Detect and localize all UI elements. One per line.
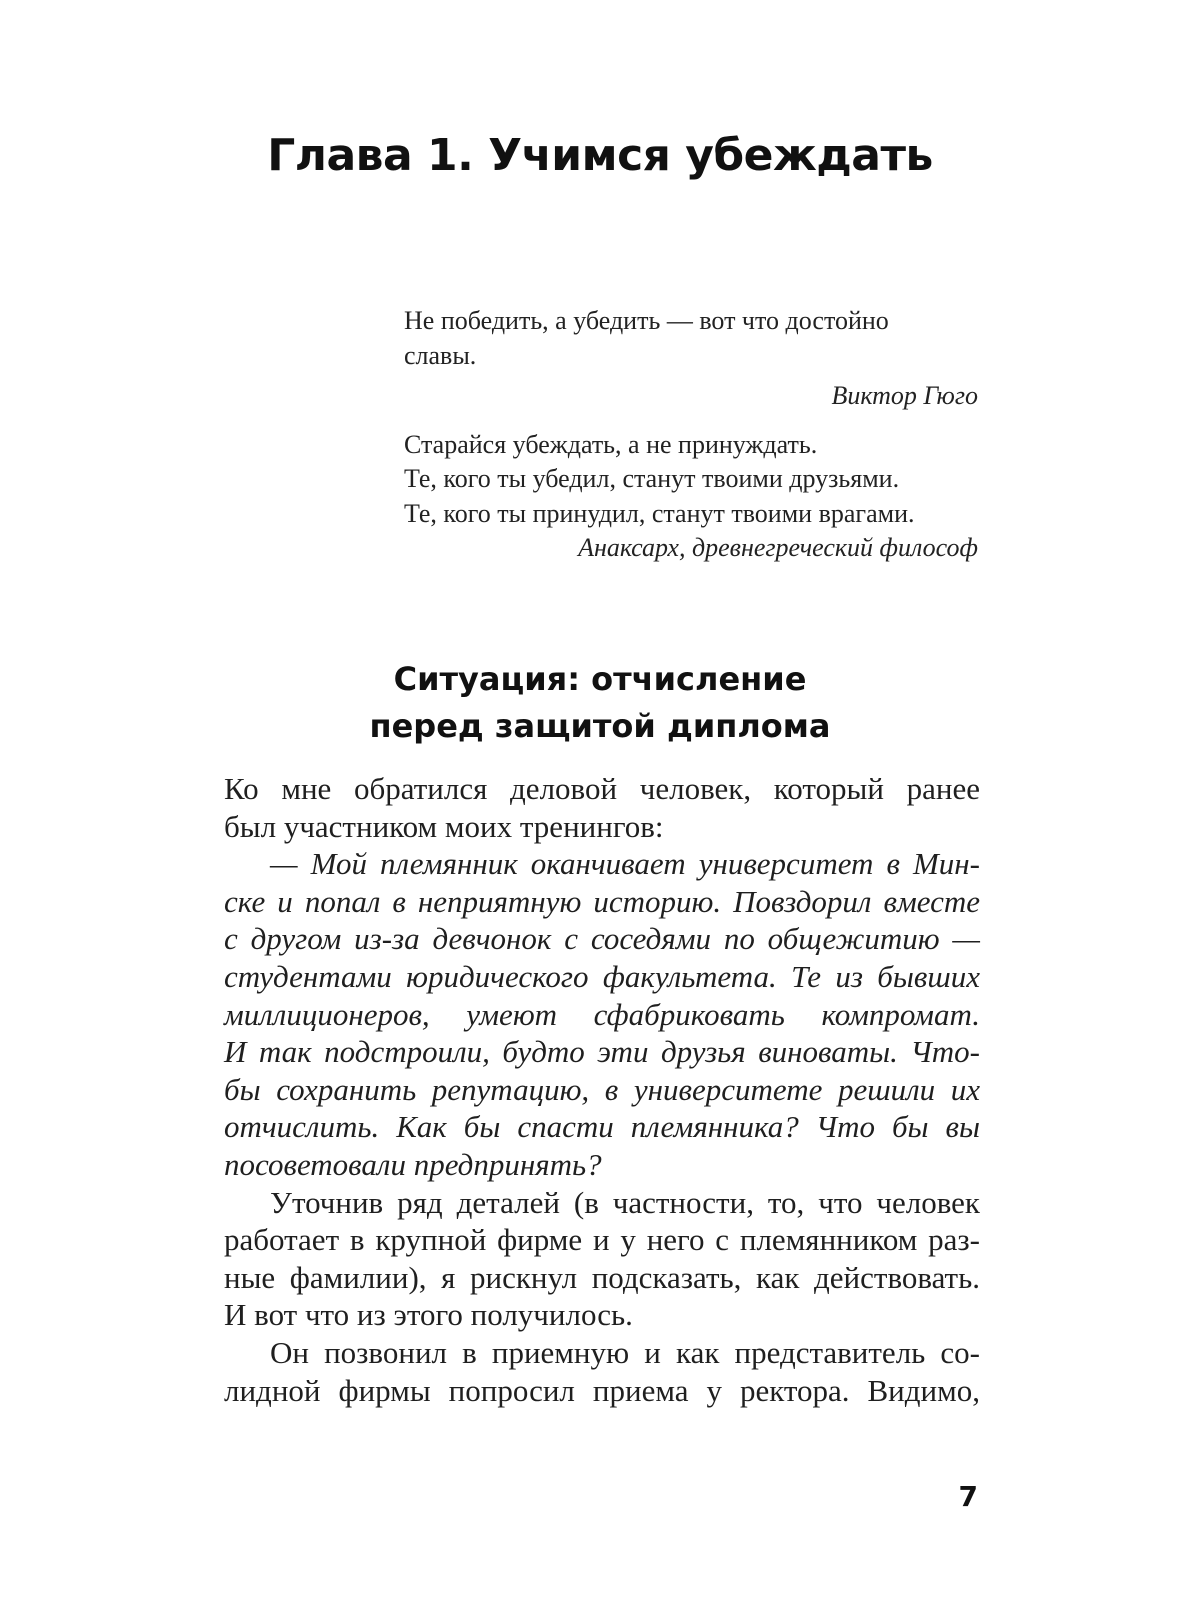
body-line: лидной фирмы попросил приема у ректора. Видимо, <box>224 1372 980 1408</box>
dialogue-line: миллиционеров, умеют сфабриковать компромат. <box>224 996 980 1032</box>
epigraph-quote <box>404 304 978 373</box>
dialogue-line: отчислить. Как бы спасти племянника? Что бы вы <box>224 1109 980 1145</box>
dialogue-line: И так подстроили, будто эти друзья виноваты. Что- <box>224 1034 980 1070</box>
epigraph-line: славы. <box>404 340 477 370</box>
epigraph-quote <box>404 428 978 532</box>
body-text <box>224 770 980 1409</box>
dialogue-line: с другом из-за девчонок с соседями по общежитию — <box>224 921 980 957</box>
epigraph-line: Те, кого ты принудил, станут твоими врагами. <box>404 498 915 528</box>
body-line: Уточнив ряд деталей (в частности, то, что человек <box>270 1184 980 1220</box>
epigraph-author: Анаксарх, древнегреческий философ <box>578 533 978 562</box>
chapter-title: Глава 1. Учимся убеждать <box>267 130 933 181</box>
epigraph-author: Виктор Гюго <box>831 381 978 410</box>
epigraph-line: Те, кого ты убедил, станут твоими друзьями. <box>404 464 900 493</box>
dialogue-line: бы сохранить репутацию, в университете решили их <box>224 1071 980 1107</box>
section-title-line: перед защитой диплома <box>369 707 831 745</box>
section-title-line: Ситуация: отчисление <box>393 660 807 698</box>
section-title <box>0 656 1200 750</box>
dialogue-line: студентами юридического факультета. Те из бывших <box>224 958 980 994</box>
body-line: И вот что из этого получилось. <box>224 1297 633 1333</box>
dialogue-line: ске и попал в неприятную историю. Повздорил вместе <box>224 883 980 919</box>
page-number: 7 <box>958 1480 978 1513</box>
body-line: работает в крупной фирме и у него с племянником раз- <box>224 1222 980 1258</box>
dialogue-line: — Мой племянник оканчивает университет в Мин- <box>270 846 980 882</box>
body-line: ные фамилии), я рискнул подсказать, как действовать. <box>224 1259 980 1295</box>
body-line: Он позвонил в приемную и как представитель со- <box>270 1334 980 1370</box>
epigraph-line: Старайся убеждать, а не принуждать. <box>404 429 818 459</box>
epigraphs-block <box>404 304 978 580</box>
epigraph-anaxarchus <box>404 428 978 566</box>
epigraph-hugo <box>404 304 978 414</box>
epigraph-line: Не победить, а убедить — вот что достойно <box>404 306 889 335</box>
body-line: Ко мне обратился деловой человек, который ранее <box>224 771 980 806</box>
dialogue-line: посоветовали предпринять? <box>224 1146 602 1182</box>
body-line: был участником моих тренингов: <box>224 808 664 844</box>
